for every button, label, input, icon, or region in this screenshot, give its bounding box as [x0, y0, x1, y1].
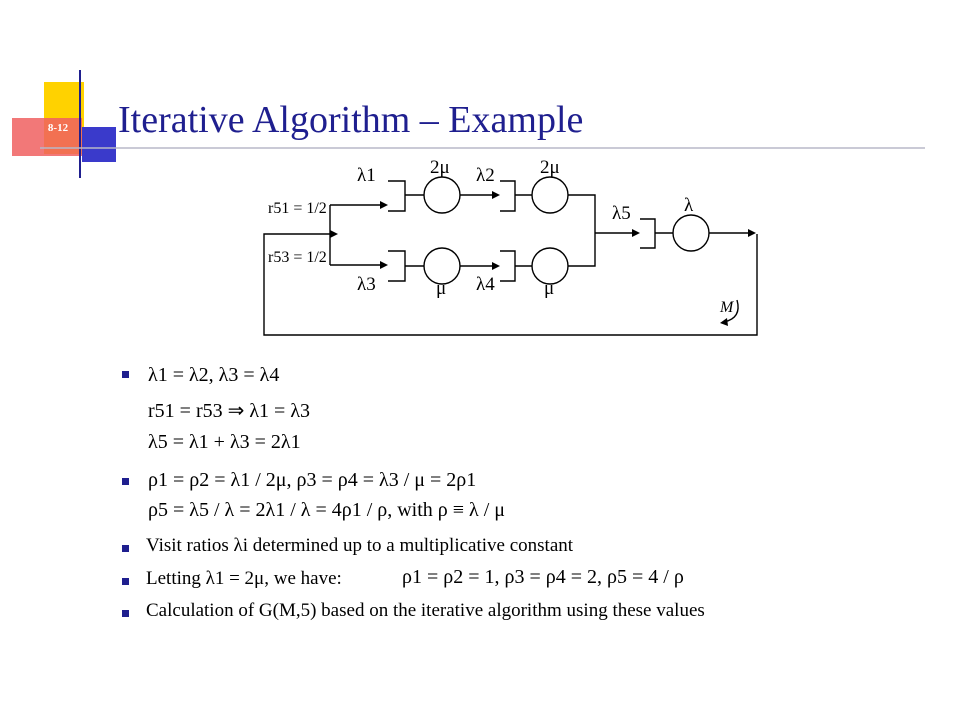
- equation-line-4: ρ1 = ρ2 = λ1 / 2μ, ρ3 = ρ4 = λ3 / μ = 2ρ1: [148, 469, 477, 491]
- label-r53: r53 = 1/2: [268, 249, 327, 266]
- equation-line-1: λ1 = λ2, λ3 = λ4: [148, 364, 280, 386]
- bullet-letting: Letting λ1 = 2μ, we have:: [146, 568, 342, 589]
- bullet-marker: [122, 371, 129, 378]
- queue5-buffer: [640, 219, 655, 248]
- equation-line-5: ρ5 = λ5 / λ = 2λ1 / λ = 4ρ1 / ρ, with ρ ≡ λ / μ: [148, 499, 506, 521]
- bullet-calculation: Calculation of G(M,5) based on the iterative algorithm using these values: [146, 600, 705, 621]
- label-lambda4: λ4: [476, 274, 495, 295]
- server2: [532, 177, 568, 213]
- bullet-marker: [122, 610, 129, 617]
- queue2-buffer: [500, 181, 515, 211]
- server1: [424, 177, 460, 213]
- label-rate-2mu-a: 2μ: [430, 157, 450, 178]
- merge-bus: [568, 195, 595, 266]
- queue1-buffer: [388, 181, 405, 211]
- queue3-buffer: [388, 251, 405, 281]
- slide-title: Iterative Algorithm – Example: [118, 99, 584, 141]
- label-rate-mu-b: μ: [544, 278, 555, 299]
- bullet-marker: [122, 478, 129, 485]
- bullet-visit-ratios: Visit ratios λi determined up to a multiplicative constant: [146, 535, 574, 556]
- label-lambda2: λ2: [476, 165, 495, 186]
- label-lambda3: λ3: [357, 274, 376, 295]
- label-population: M: [720, 299, 734, 316]
- equation-letting: ρ1 = ρ2 = 1, ρ3 = ρ4 = 2, ρ5 = 4 / ρ: [402, 566, 684, 588]
- equation-line-2: r51 = r53 ⇒ λ1 = λ3: [148, 400, 311, 422]
- bullet-marker: [122, 545, 129, 552]
- queue4-buffer: [500, 251, 515, 281]
- bullet-marker: [122, 578, 129, 585]
- label-lambda5: λ5: [612, 203, 631, 224]
- equation-line-3: λ5 = λ1 + λ3 = 2λ1: [148, 431, 301, 453]
- label-lambda: λ: [684, 195, 694, 216]
- label-rate-mu-a: μ: [436, 278, 447, 299]
- server5: [673, 215, 709, 251]
- slide-number: 8-12: [47, 122, 69, 134]
- label-r51: r51 = 1/2: [268, 200, 327, 217]
- label-lambda1: λ1: [357, 165, 376, 186]
- label-rate-2mu-b: 2μ: [540, 157, 560, 178]
